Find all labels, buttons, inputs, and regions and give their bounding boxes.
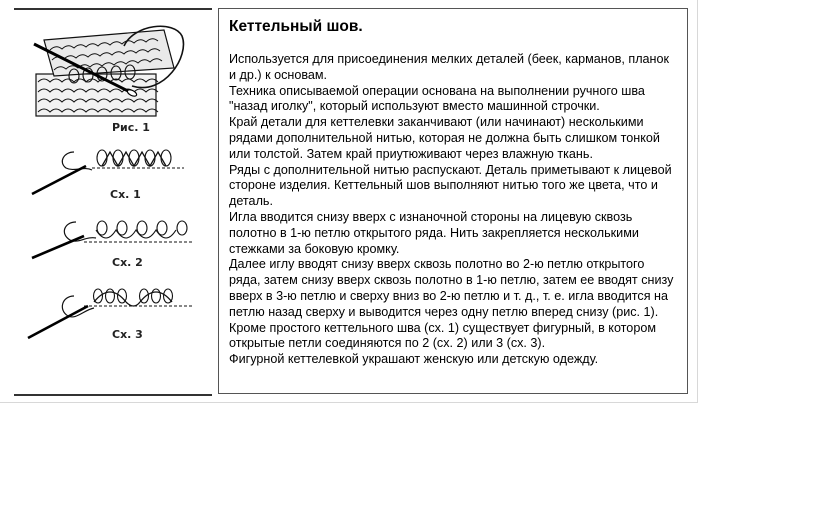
figure-1 [14,16,212,138]
paragraph-1: Используется для присоединения мелких деталей (беек, карманов, планок и др.) к основам. [229,52,670,82]
scheme-2-drawing [14,212,212,262]
paragraph-8: Фигурной кеттелевкой украшают женскую или детскую одежду. [229,352,599,367]
article-title: Кеттельный шов. [229,18,363,35]
scheme-1 [14,144,212,202]
scheme-2 [14,212,212,274]
illustrations-column [14,8,212,396]
figure-1-drawing [14,16,212,120]
article-text-box [218,8,688,394]
paragraph-6: Далее иглу вводят снизу вверх сквозь полотно во 2-ю петлю открытого ряда, затем снизу вверх сквозь полотно в 1-ю петлю, затем ее вводят снизу вверх в 3-ю петлю и сверху вниз во 2-ю петлю и т. д., т. е. игла вводится на петлю назад сверху и выводится через одну петлю вперед снизу (рис. 1). [229,257,674,319]
scheme-1-caption: Сх. 1 [110,188,141,201]
scheme-3 [14,280,212,350]
bottom-rule [14,394,212,396]
paragraph-3: Край детали для кеттелевки заканчивают (или начинают) несколькими рядами дополнительной нитью, которая не должна быть слишком тонкой или толстой. Затем край приутюживают через влажную ткань. [229,115,660,161]
paragraph-7: Кроме простого кеттельного шва (сх. 1) существует фигурный, в котором открытые петли соединяются по 2 (сх. 2) или 3 (сх. 3). [229,320,656,351]
paragraph-5: Игла вводится снизу вверх с изнаночной стороны на лицевую сквозь полотно в 1-ю петлю открытого ряда. Нить закрепляется несколькими стежками за боковую кромку. [229,209,639,256]
scheme-2-caption: Сх. 2 [112,256,143,269]
paragraph-2: Техника описываемой операции основана на выполнении ручного шва "назад иголку", который используют вместо машинной строчки. [229,83,645,114]
figure-1-caption: Рис. 1 [112,121,150,134]
top-rule [14,8,212,10]
scheme-3-caption: Сх. 3 [112,328,143,341]
paragraph-4: Ряды с дополнительной нитью распускают. Деталь приметывают к лицевой стороне изделия. Кеттельный шов выполняют нитью того же цвета, что и деталь. [229,162,672,209]
